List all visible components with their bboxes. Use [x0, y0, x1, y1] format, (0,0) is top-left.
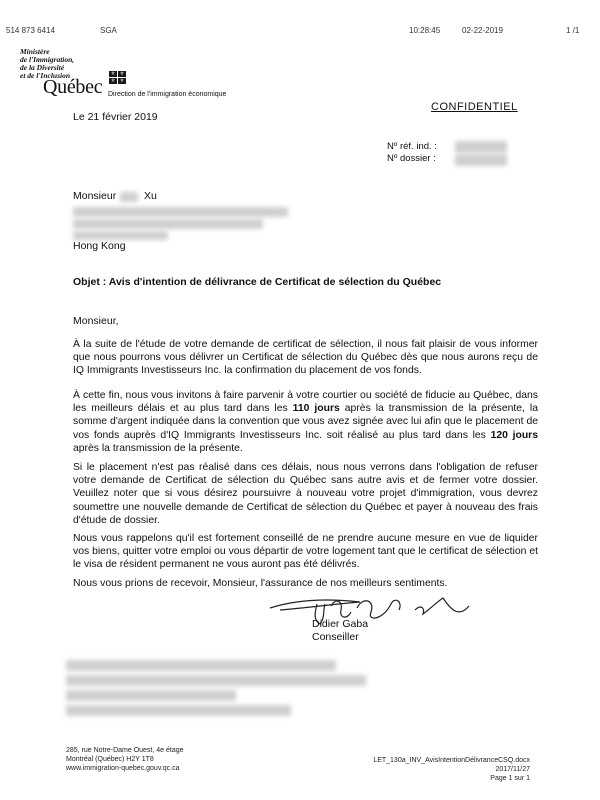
fax-time: 10:28:45 — [409, 26, 441, 35]
deadline-110-days: 110 jours — [292, 403, 340, 415]
address-line-redacted — [73, 207, 288, 217]
recipient-surname: Xu — [144, 190, 157, 202]
footer-doc-date: 2017/11/27 — [495, 766, 530, 773]
address-line-redacted — [73, 219, 263, 229]
ref-ind-label: Nº réf. ind. : — [387, 141, 437, 152]
recipient-firstname-redacted — [120, 192, 138, 202]
paragraph-4: Nous vous rappelons qu'il est fortement conseillé de ne prendre aucune mesure en vue de liquider vos biens, quitter votre emploi ou vous départir de votre logement tant que le certificat de sélection et le visa de résident permanent ne vous auront pas été délivrés. — [73, 533, 538, 571]
quebec-wordmark: Québec — [43, 76, 103, 98]
deadline-120-days: 120 jours — [490, 429, 538, 441]
recipient-city: Hong Kong — [73, 240, 126, 252]
fleur-de-lis-icon: ⚜ — [119, 78, 125, 84]
closing-formula: Nous vous prions de recevoir, Monsieur, l'assurance de nos meilleurs sentiments. — [73, 578, 448, 589]
paragraph-2-part1: À cette fin, nous vous invitons à faire parvenir à votre courtier ou société de fiducie au Québec, dans les meilleurs délais et au plus tard dans les — [73, 390, 538, 415]
fleur-de-lis-icon: ⚜ — [110, 71, 116, 77]
paragraph-3: Si le placement n'est pas réalisé dans ces délais, nous nous verrons dans l'obligation de refuser votre demande de Certificat de sélection du Québec sans autre avis et de fermer votre dossier. Veuillez noter que si vous désirez poursuivre à nouveau votre projet d'immigration, vous devrez soumettre une nouvelle demande de Certificat de sélection du Québec et payer à nouveau des frais d'étude de dossier. — [73, 462, 538, 526]
footer-address — [66, 746, 184, 773]
signatory-name: Didier Gaba — [312, 618, 369, 630]
footer-address-line1: 285, rue Notre-Dame Ouest, 4e étage — [66, 747, 184, 754]
ministry-line2: de l'Immigration, — [20, 55, 75, 64]
direction-label: Direction de l'immigration économique — [108, 91, 227, 98]
signature-stroke — [270, 600, 360, 610]
signature-stroke — [415, 598, 469, 614]
greeting: Monsieur, — [73, 315, 119, 327]
fax-date: 02-22-2019 — [462, 26, 503, 35]
footer-address-line2: Montréal (Québec) H2Y 1T8 — [66, 756, 154, 763]
footer-page-info: Page 1 sur 1 — [490, 775, 530, 782]
letter-date: Le 21 février 2019 — [73, 111, 158, 123]
cc-line-redacted — [66, 705, 291, 716]
paragraph-2-part3: après la transmission de la présente. — [73, 442, 243, 454]
signature — [265, 590, 495, 630]
address-line-redacted — [73, 231, 168, 240]
dossier-redacted — [455, 154, 507, 166]
paragraph-2-part2: après la transmission de la présente, la somme d'argent indiquée dans la convention que vous avez signée avec lui afin que le placement de vos fonds auprès d'IQ Immigrants Investisseurs Inc. soit réalisé au plus tard dans les — [73, 403, 538, 441]
paragraph-1: À la suite de l'étude de votre demande de certificat de sélection, il nous fait plaisir de vous informer que nous pourrons vous délivrer un Certificat de sélection du Québec dès que nous aurons reçu de IQ Immigrants Investisseurs Inc. la confirmation du placement de vos fonds. — [73, 339, 538, 377]
ref-ind-redacted — [455, 141, 507, 153]
cc-line-redacted — [66, 675, 366, 686]
cc-line-redacted — [66, 690, 236, 701]
fleur-de-lis-icon: ⚜ — [110, 78, 116, 84]
ministry-line1: Ministère — [20, 47, 50, 56]
confidential-label: CONFIDENTIEL — [431, 101, 518, 113]
footer-doc-ref: LET_130a_INV_AvisIntentionDélivranceCSQ.docx — [373, 757, 530, 764]
recipient-salutation: Monsieur — [73, 190, 117, 202]
fax-number: 514 873 6414 — [6, 26, 55, 35]
quebec-flag-icon — [109, 71, 126, 84]
dossier-label: Nº dossier : — [387, 153, 436, 164]
fax-code: SGA — [100, 26, 117, 35]
signatory-title: Conseiller — [312, 631, 359, 643]
subject-line: Objet : Avis d'intention de délivrance de Certificat de sélection du Québec — [73, 276, 442, 288]
signature-stroke — [357, 600, 400, 618]
fleur-de-lis-icon: ⚜ — [119, 71, 125, 77]
ministry-line4: et de l'Inclusion — [20, 71, 71, 80]
ministry-line3: de la Diversité — [20, 63, 65, 72]
footer-website: www.immigration-quebec.gouv.qc.ca — [66, 765, 180, 772]
cc-line-redacted — [66, 660, 336, 671]
footer-doc-info — [373, 756, 530, 783]
paragraph-2 — [73, 389, 538, 455]
fax-page: 1 /1 — [566, 26, 580, 35]
